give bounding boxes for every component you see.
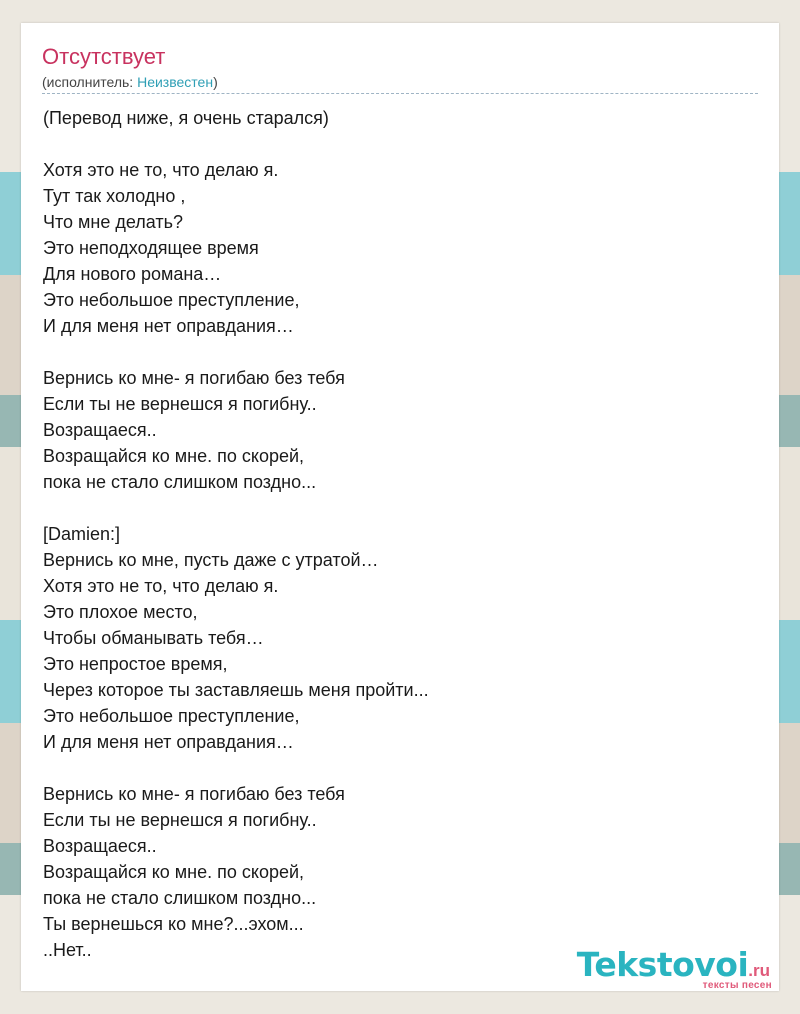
lyric-line: Это небольшое преступление, xyxy=(43,706,300,726)
lyric-line: Через которое ты заставляешь меня пройти... xyxy=(43,680,429,700)
artist-link[interactable]: Неизвестен xyxy=(137,74,214,90)
lyric-line: Ты вернешься ко мне?...эхом... xyxy=(43,914,304,934)
lyrics-text xyxy=(43,105,763,963)
lyric-line: Тут так холодно , xyxy=(43,186,186,206)
lyric-line: [Damien:] xyxy=(43,524,121,544)
lyric-line: пока не стало слишком поздно... xyxy=(43,888,317,908)
lyric-line: Для нового романа… xyxy=(43,264,222,284)
lyric-line: Возращайся ко мне. по скорей, xyxy=(43,446,305,466)
lyric-line: Вернись ко мне- я погибаю без тебя xyxy=(43,368,345,388)
artist-suffix: ) xyxy=(213,74,218,90)
lyric-line: Чтобы обманывать тебя… xyxy=(43,628,264,648)
lyric-line: Возращаеся.. xyxy=(43,836,157,856)
lyric-line: И для меня нет оправдания… xyxy=(43,732,294,752)
lyric-line: Возращайся ко мне. по скорей, xyxy=(43,862,305,882)
lyric-line: Хотя это не то, что делаю я. xyxy=(43,576,279,596)
lyric-line: Вернись ко мне- я погибаю без тебя xyxy=(43,784,345,804)
lyric-line: пока не стало слишком поздно... xyxy=(43,472,317,492)
lyric-line: Это небольшое преступление, xyxy=(43,290,300,310)
artist-line xyxy=(42,73,218,91)
lyrics-card xyxy=(21,23,779,991)
artist-prefix: (исполнитель: xyxy=(42,74,138,90)
lyric-line: Это неподходящее время xyxy=(43,238,259,258)
site-logo[interactable] xyxy=(577,947,770,983)
song-title: Отсутствует xyxy=(42,44,166,69)
lyric-line: Это непростое время, xyxy=(43,654,228,674)
lyric-line: Возращаеся.. xyxy=(43,420,157,440)
lyric-line: Если ты не вернешся я погибну.. xyxy=(43,394,317,414)
stanza-break xyxy=(43,131,763,157)
lyric-line: Это плохое место, xyxy=(43,602,198,622)
logo-name: Tekstovoi xyxy=(576,945,749,984)
lyric-line: Что мне делать? xyxy=(43,212,184,232)
logo-tagline: тексты песен xyxy=(702,980,772,991)
lyric-line: И для меня нет оправдания… xyxy=(43,316,294,336)
logo-tld: .ru xyxy=(748,961,770,980)
title-divider xyxy=(42,93,758,94)
lyric-line: Вернись ко мне, пусть даже с утратой… xyxy=(43,550,379,570)
lyric-line: (Перевод ниже, я очень старался) xyxy=(43,108,329,128)
lyric-line: Если ты не вернешся я погибну.. xyxy=(43,810,317,830)
stanza-break xyxy=(43,339,763,365)
stanza-break xyxy=(43,495,763,521)
lyric-line: Хотя это не то, что делаю я. xyxy=(43,160,279,180)
stanza-break xyxy=(43,755,763,781)
lyric-line: ..Нет.. xyxy=(43,940,92,960)
